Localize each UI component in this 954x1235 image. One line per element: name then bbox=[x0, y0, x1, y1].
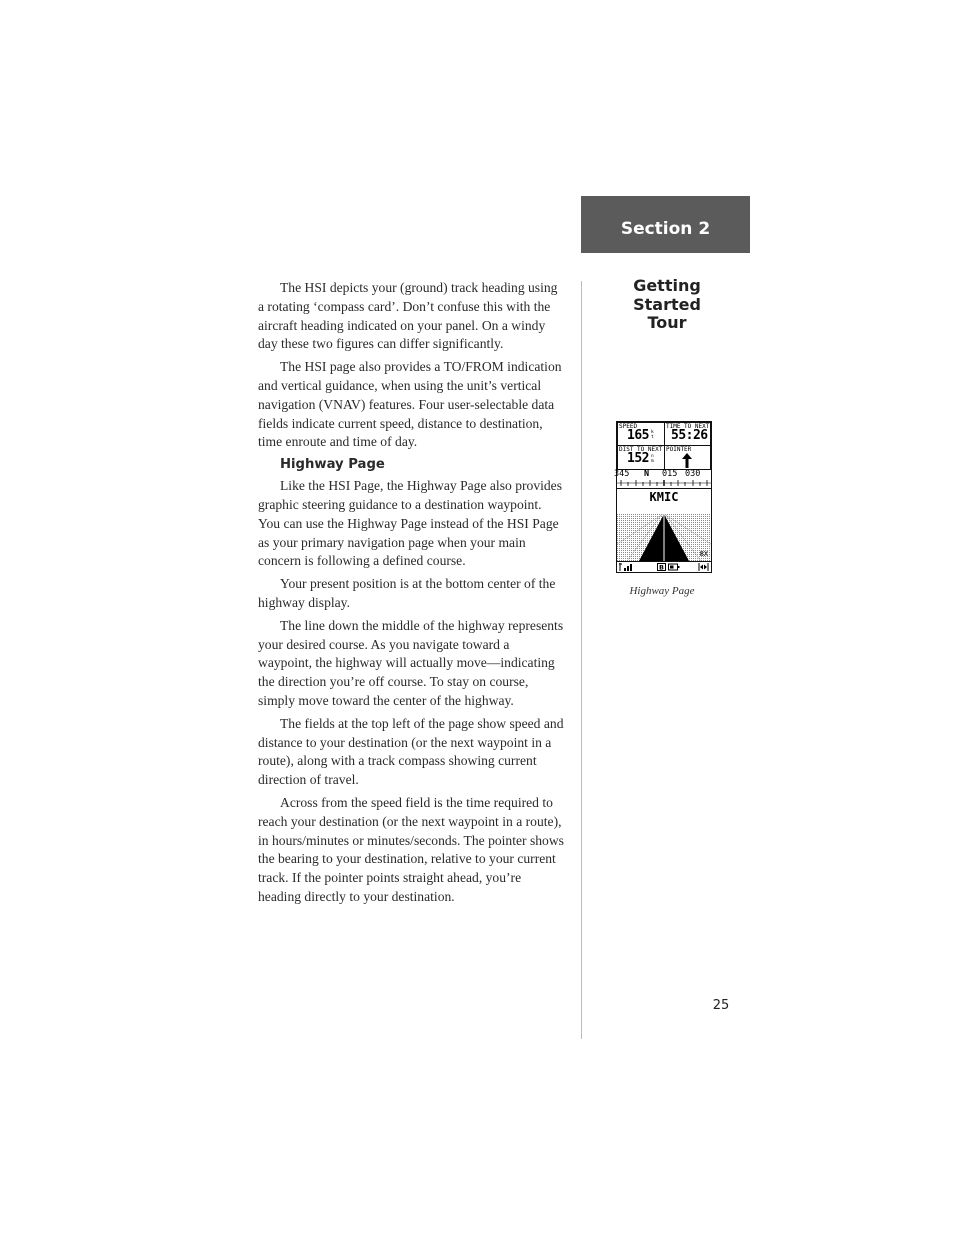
speed-label: SPEED bbox=[619, 423, 638, 430]
status-bar bbox=[617, 561, 711, 573]
speed-unit: t bbox=[651, 435, 654, 440]
figure-caption: Highway Page bbox=[629, 585, 695, 597]
track-compass bbox=[614, 469, 711, 489]
sidebar-title-line: Getting bbox=[633, 276, 701, 295]
paragraph: Like the HSI Page, the Highway Page also provides graphic steering guidance to a destination waypoint. You can use the Highway Page instead of the HSI Page as your primary navigation page when your main concern is following a defined course. bbox=[258, 478, 563, 569]
waypoint-name: KMIC bbox=[649, 490, 679, 504]
battery-icon bbox=[668, 563, 680, 571]
gps-signal-icon bbox=[619, 563, 633, 571]
time-label: TIME TO NEXT bbox=[666, 423, 710, 430]
paragraph: Your present position is at the bottom center of the highway display. bbox=[258, 576, 556, 610]
dist-label: DIST TO NEXT bbox=[619, 446, 663, 453]
speed-value: 165 bbox=[627, 428, 649, 443]
compass-ticks bbox=[617, 480, 711, 486]
paragraph: The line down the middle of the highway represents your desired course. As you navigate toward a waypoint, the highway will actually move—indicating the direction you’re off course. To stay on course, simply move toward the center of the highway. bbox=[258, 617, 564, 708]
dist-unit: m bbox=[651, 459, 654, 464]
pointer-label: POINTER bbox=[666, 446, 692, 453]
dist-value: 152 bbox=[627, 451, 649, 466]
dist-unit: n bbox=[651, 454, 654, 459]
paragraph: The HSI page also provides a TO/FROM indication and vertical guidance, when using the unit’s vertical navigation (VNAV) features. Four user-selectable data fields indicate current speed, distance to destination, time enroute and time of day. bbox=[258, 359, 562, 450]
body-text bbox=[258, 279, 566, 911]
compass-tick-label: 345 bbox=[614, 469, 630, 479]
paragraph: Across from the speed field is the time required to reach your destination (or the next waypoint in a route), in hours/minutes or minutes/seconds. The pointer shows the bearing to your destination, relative to your current track. If the pointer points straight ahead, you’re heading directly to your destination. bbox=[258, 794, 564, 904]
compass-tick-label: 015 bbox=[662, 469, 678, 479]
column-divider bbox=[581, 281, 582, 1039]
time-to-next-field bbox=[664, 422, 711, 446]
pointer-field bbox=[664, 445, 711, 470]
b-badge-icon bbox=[657, 563, 666, 571]
time-value: 55:26 bbox=[671, 428, 708, 443]
paragraph: The fields at the top left of the page show speed and distance to your destination (or the next waypoint in a route), along with a track compass showing current direction of travel. bbox=[258, 715, 564, 788]
page-number: 25 bbox=[712, 998, 730, 1013]
paragraph: The HSI depicts your (ground) track heading using a rotating ‘compass card’. Don’t confuse this with the aircraft heading indicated on your panel. On a windy day these two figures can differ significantly. bbox=[258, 280, 558, 352]
sidebar-title-line: Tour bbox=[647, 313, 687, 332]
compass-tick-label: N bbox=[644, 469, 650, 479]
dist-to-next-field bbox=[617, 445, 665, 470]
section-heading: Highway Page bbox=[280, 457, 385, 473]
speed-field bbox=[617, 422, 665, 446]
sidebar-title-line: Started bbox=[633, 294, 701, 314]
compass-tick-label: 030 bbox=[685, 469, 701, 479]
svg-text:B: B bbox=[659, 563, 664, 571]
zoom-level: 8X bbox=[699, 550, 708, 558]
highway-display bbox=[617, 514, 711, 561]
range-icon bbox=[698, 563, 709, 571]
sidebar-title bbox=[606, 277, 728, 333]
speed-unit: k bbox=[651, 430, 654, 435]
section-tab: Section 2 bbox=[581, 196, 750, 253]
up-arrow-icon bbox=[681, 453, 693, 468]
highway-page-screen bbox=[616, 421, 712, 573]
